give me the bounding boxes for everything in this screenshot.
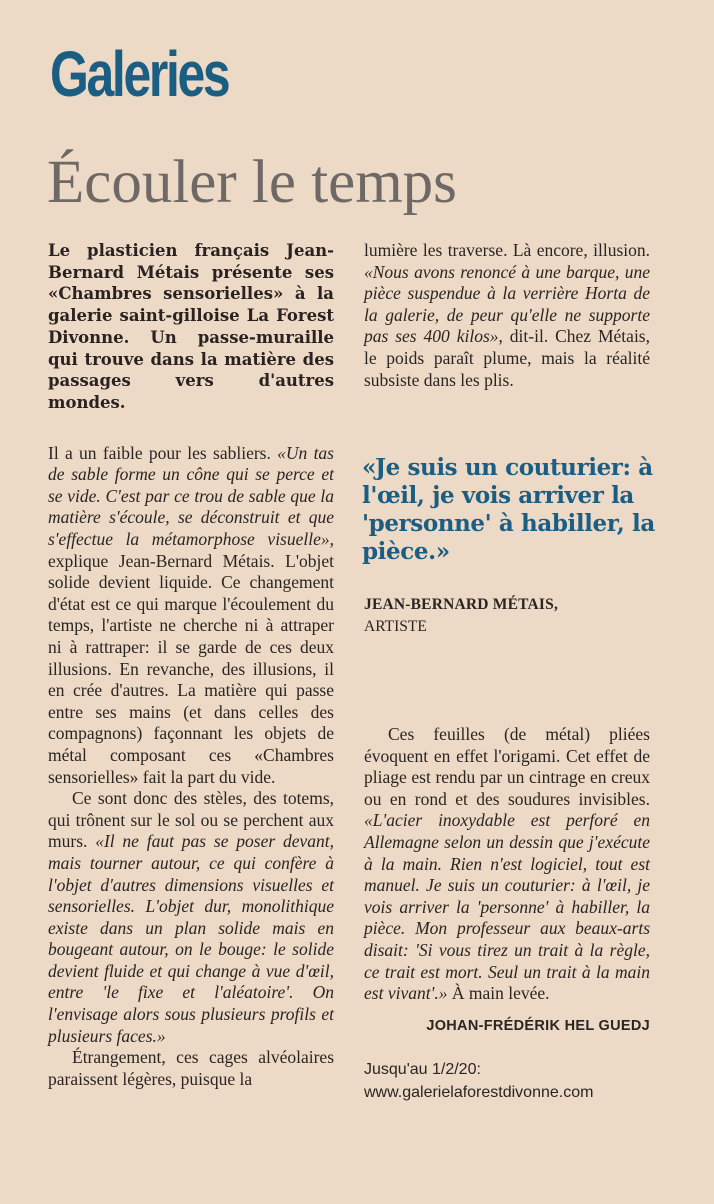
right-column-bottom [364,724,650,1005]
section-rubric: Galeries [50,38,229,110]
quote-inline: «L'acier inoxydable est perforé en Allemagne selon un dessin que j'exécute à la main. Rien n'est logiciel, tout est manuel. Je suis un couturier: à l'œil, je vois arriver la 'personne' à habiller, la pièce. Mon professeur aux beaux-arts disait: 'Si vous tirez un trait à la règle, ce trait est mort. Seul un trait à la main est vivant'.» [364,810,650,1004]
pull-quote-author: JEAN-BERNARD MÉTAIS, [364,596,559,613]
exhibition-info [364,1058,593,1104]
body-paragraph-1: Il a un faible pour les sabliers. «Un tas de sable forme un cône qui se perce et se vide. C'est par ce trou de sable que la matière s'écoule, se déconstruit et que s'effectue la métamorphose visuelle», explique Jean-Bernard Métais. L'objet solide devient liquide. Ce changement d'état est ce qui marque l'écoulement du temps, l'artiste ne cherche ni à attraper ni à rattraper: il se garde de ces deux illusions. En revanche, des illusions, il en crée d'autres. La matière qui passe entre ses mains (et dans celles des compagnons) façonnant les objets de métal composant ces «Chambres sensorielles» fait la part du vide. [48,442,334,787]
body-paragraph-3: Étrangement, ces cages alvéolaires paraissent légères, puisque la [48,1047,334,1089]
body-paragraph-5: Ces feuilles (de métal) pliées évoquent en effet l'origami. Cet effet de pliage est rendu par un cintrage en creux ou en rond et des soudures invisibles. «L'acier inoxydable est perforé en Allemagne selon un dessin que j'exécute à la main. Rien n'est logiciel, tout est manuel. Je suis un couturier: à l'œil, je vois arriver la 'personne' à habiller, la pièce. Mon professeur aux beaux-arts disait: 'Si vous tirez un trait à la règle, ce trait est mort. Seul un trait à la main est vivant'.» À main levée. [364,724,650,1004]
quote-inline: «Nous avons renoncé à une barque, une pièce suspendue à la verrière Horta de la galerie, de peur qu'elle ne supporte pas ses 400 kilos» [364,261,650,347]
exhibition-dates: Jusqu'au 1/2/20: [364,1061,481,1078]
pull-quote: «Je suis un couturier: à l'œil, je vois arriver la 'personne' à habiller, la pièce.» [362,454,655,565]
left-column [48,240,334,1090]
gallery-url[interactable]: www.galerielaforestdivonne.com [364,1084,594,1101]
article-headline: Écouler le temps [47,149,457,216]
body-paragraph-4: lumière les traverse. Là encore, illusion. «Nous avons renoncé à une barque, une pièce suspendue à la verrière Horta de la galerie, de peur qu'elle ne supporte pas ses 400 kilos», dit-il. Chez Métais, le poids paraît plume, mais la réalité subsiste dans les plis. [364,240,650,390]
body-paragraph-2: Ce sont donc des stèles, des totems, qui trônent sur le sol ou se perchent aux murs. «Il ne faut pas se poser devant, mais tourner autour, ce qui confère à l'objet d'autres dimensions visuelles et sensorielles. L'objet dur, monolithique existe dans un plan solide mais en bougeant autour, on le bouge: le solide devient fluide et qui change à vue d'œil, entre 'le fixe et l'aléatoire'. On l'envisage alors sous plusieurs profils et plusieurs faces.» [48,788,335,1046]
article-lead: Le plasticien français Jean-Bernard Métais présente ses «Chambres sensorielles» à la galerie saint-gilloise La Forest Divonne. Un passe-muraille qui trouve dans la matière des passages vers d'autres mondes. [48,241,334,412]
quote-inline: «Un tas de sable forme un cône qui se perce et se vide. C'est par ce trou de sable que la matière s'écoule, se déconstruit et que s'effectue la métamorphose visuelle» [48,442,334,549]
left-body [48,443,334,1091]
author-signature: JOHAN-FRÉDÉRIK HEL GUEDJ [426,1018,650,1034]
right-column-top [364,240,650,391]
pull-quote-role: ARTISTE [364,618,427,635]
quote-inline: «Il ne faut pas se poser devant, mais tourner autour, ce qui confère à l'objet d'autres dimensions visuelles et sensorielles. L'objet dur, monolithique existe dans un plan solide mais en bougeant autour, on le bouge: le solide devient fluide et qui change à vue d'œil, entre 'le fixe et l'aléatoire'. On l'envisage alors sous plusieurs profils et plusieurs faces.» [48,831,335,1046]
